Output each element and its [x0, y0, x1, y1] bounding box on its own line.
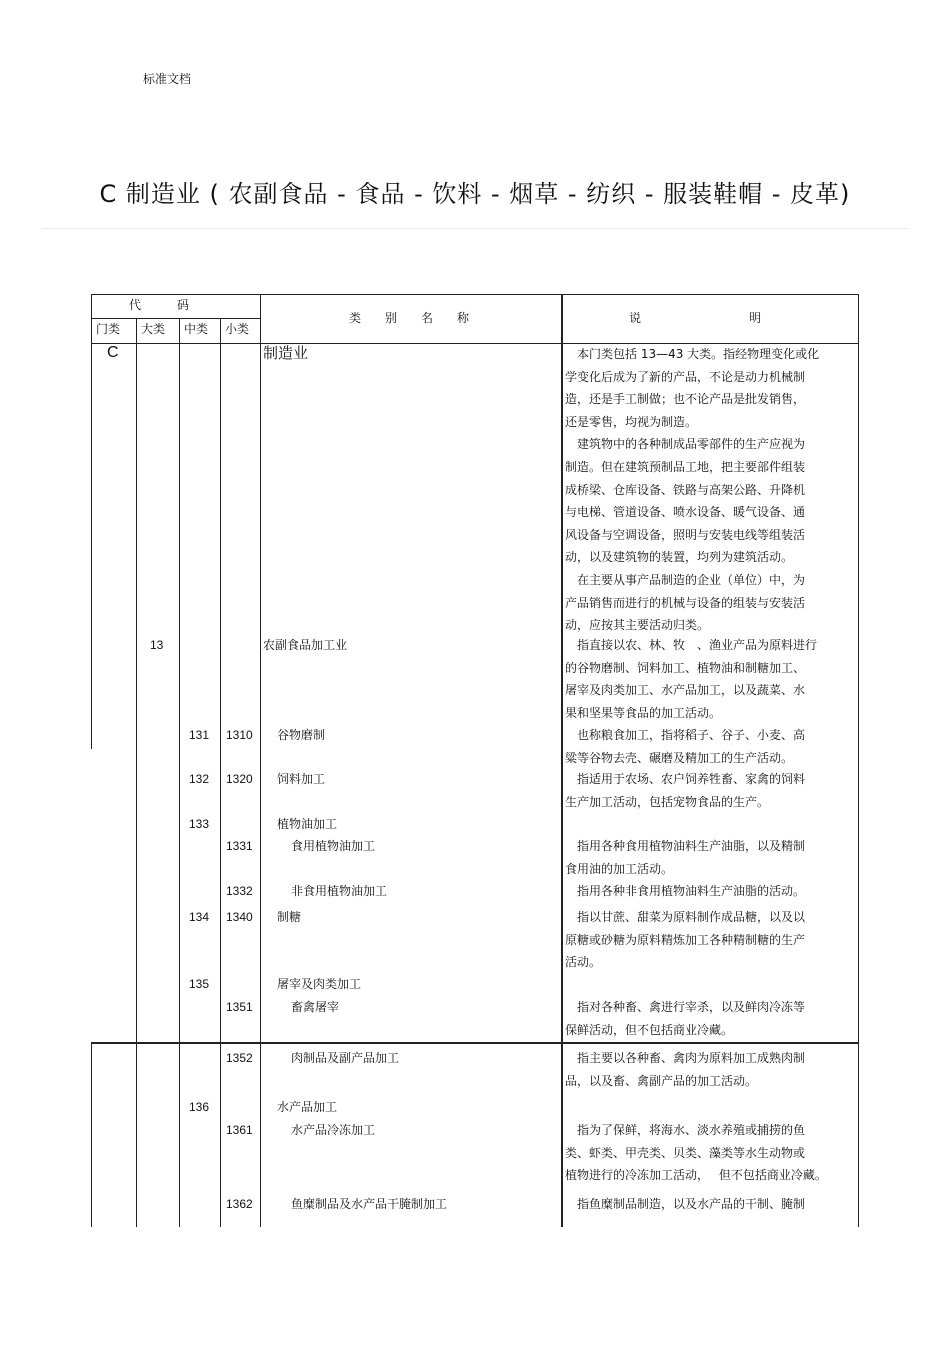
row-name: 农副食品加工业: [263, 638, 348, 652]
header-menlei: 门类: [96, 322, 121, 336]
row-description: 本门类包括 13—43 大类。指经物理变化或化 学变化后成为了新的产品，不论是动力机械制 造，还是手工制做；也不论产品是批发销售， 还是零售，均视为制造。 建筑物中的各种制成品零部件的生产应视为 制造。但在建筑预制品工地，把主要部件组装 成桥梁、仓库设备、铁路与高架公路、升降机 与电梯、管道设备、喷水设备、暖气设备、通 风设备与空调设备，照明与安装电线等组装活 动，以及建筑物的装置，均列为建筑活动。 在主要从事产品制造的企业（单位）中，为 产品销售而进行的机械与设备的组装与安装活 动，应按其主要活动归类。: [565, 347, 820, 633]
header-label: 标准文档: [143, 72, 192, 86]
row-zhonglei-code: 131: [189, 728, 210, 742]
table-right-border: [858, 294, 859, 1227]
row-description: 指对各种畜、禽进行宰杀，以及鲜肉冷冻等 保鲜活动，但不包括商业冷藏。: [565, 1000, 806, 1037]
row-name: 非食用植物油加工: [291, 884, 388, 898]
header-dalei: 大类: [141, 322, 166, 336]
col-divider-xiaolei: [260, 294, 261, 1227]
row-description: 指用各种食用植物油料生产油脂，以及精制 食用油的加工活动。: [565, 839, 806, 876]
col-divider-name: [561, 294, 563, 1227]
row-name: 制造业: [263, 344, 309, 362]
row-name: 肉制品及副产品加工: [291, 1051, 400, 1065]
row-name: 水产品冷冻加工: [291, 1123, 376, 1137]
row-zhonglei-code: 134: [189, 910, 210, 924]
row-description: 指鱼糜制品制造，以及水产品的干制、腌制: [565, 1197, 806, 1211]
row-name: 谷物磨制: [277, 728, 326, 742]
row-xiaolei-code: 1352: [226, 1051, 253, 1065]
page-title: C 制造业 ( 农副食品 - 食品 - 饮料 - 烟草 - 纺织 - 服装鞋帽 - 皮革): [99, 180, 851, 208]
row-zhonglei-code: 132: [189, 772, 210, 786]
row-zhonglei-code: 135: [189, 977, 210, 991]
header-code-group: 代 码: [129, 298, 190, 312]
row-description: 指为了保鲜，将海水、淡水养殖或捕捞的鱼 类、虾类、甲壳类、贝类、藻类等水生动物或 植物进行的冷冻加工活动， 但不包括商业冷藏。: [565, 1123, 827, 1183]
row-name: 畜禽屠宰: [291, 1000, 340, 1014]
table-left-border: [91, 294, 92, 749]
table-top-border: [91, 294, 859, 295]
header-desc: 说 明: [629, 311, 762, 325]
table-left-border-cont: [91, 1042, 92, 1227]
row-name: 植物油加工: [277, 817, 338, 831]
row-name: 水产品加工: [277, 1100, 338, 1114]
row-description: 指用各种非食用植物油料生产油脂的活动。: [565, 884, 806, 898]
row-description: 指以甘蔗、甜菜为原料制作成品糖，以及以 原糖或砂糖为原料精炼加工各种精制糖的生产 活动。: [565, 910, 806, 970]
col-divider-zhonglei: [220, 318, 221, 1227]
col-divider-dalei: [179, 318, 180, 1227]
row-xiaolei-code: 1331: [226, 839, 253, 853]
row-xiaolei-code: 1340: [226, 910, 253, 924]
row-name: 鱼糜制品及水产品干腌制加工: [291, 1197, 448, 1211]
row-zhonglei-code: 133: [189, 817, 210, 831]
row-xiaolei-code: 1320: [226, 772, 253, 786]
header-zhonglei: 中类: [184, 322, 209, 336]
header-xiaolei: 小类: [225, 322, 250, 336]
row-xiaolei-code: 1362: [226, 1197, 253, 1211]
row-description: 指适用于农场、农户饲养牲畜、家禽的饲料 生产加工活动，包括宠物食品的生产。: [565, 772, 806, 809]
row-xiaolei-code: 1361: [226, 1123, 253, 1137]
row-name: 制糖: [277, 910, 302, 924]
row-xiaolei-code: 1351: [226, 1000, 253, 1014]
title-divider: [42, 228, 908, 229]
row-zhonglei-code: 136: [189, 1100, 210, 1114]
header-name: 类 别 名 称: [349, 311, 470, 325]
row-name: 屠宰及肉类加工: [277, 977, 362, 991]
page-break-border: [91, 1042, 859, 1044]
row-dalei-code: 13: [150, 638, 164, 652]
row-name: 饲料加工: [277, 772, 326, 786]
row-xiaolei-code: 1332: [226, 884, 253, 898]
row-description: 指直接以农、林、牧 、渔业产品为原料进行 的谷物磨制、饲料加工、植物油和制糖加工、 屠宰及肉类加工、水产品加工，以及蔬菜、水 果和坚果等食品的加工活动。: [565, 638, 818, 720]
row-description: 指主要以各种畜、禽肉为原料加工成熟肉制 品，以及畜、禽副产品的加工活动。: [565, 1051, 806, 1088]
code-header-divider: [91, 318, 260, 319]
col-divider-menlei: [136, 318, 137, 1227]
row-xiaolei-code: 1310: [226, 728, 253, 742]
row-description: 也称粮食加工，指将稻子、谷子、小麦、高 粱等谷物去壳、碾磨及精加工的生产活动。: [565, 728, 806, 765]
row-menlei-code: C: [107, 344, 119, 361]
row-name: 食用植物油加工: [291, 839, 376, 853]
